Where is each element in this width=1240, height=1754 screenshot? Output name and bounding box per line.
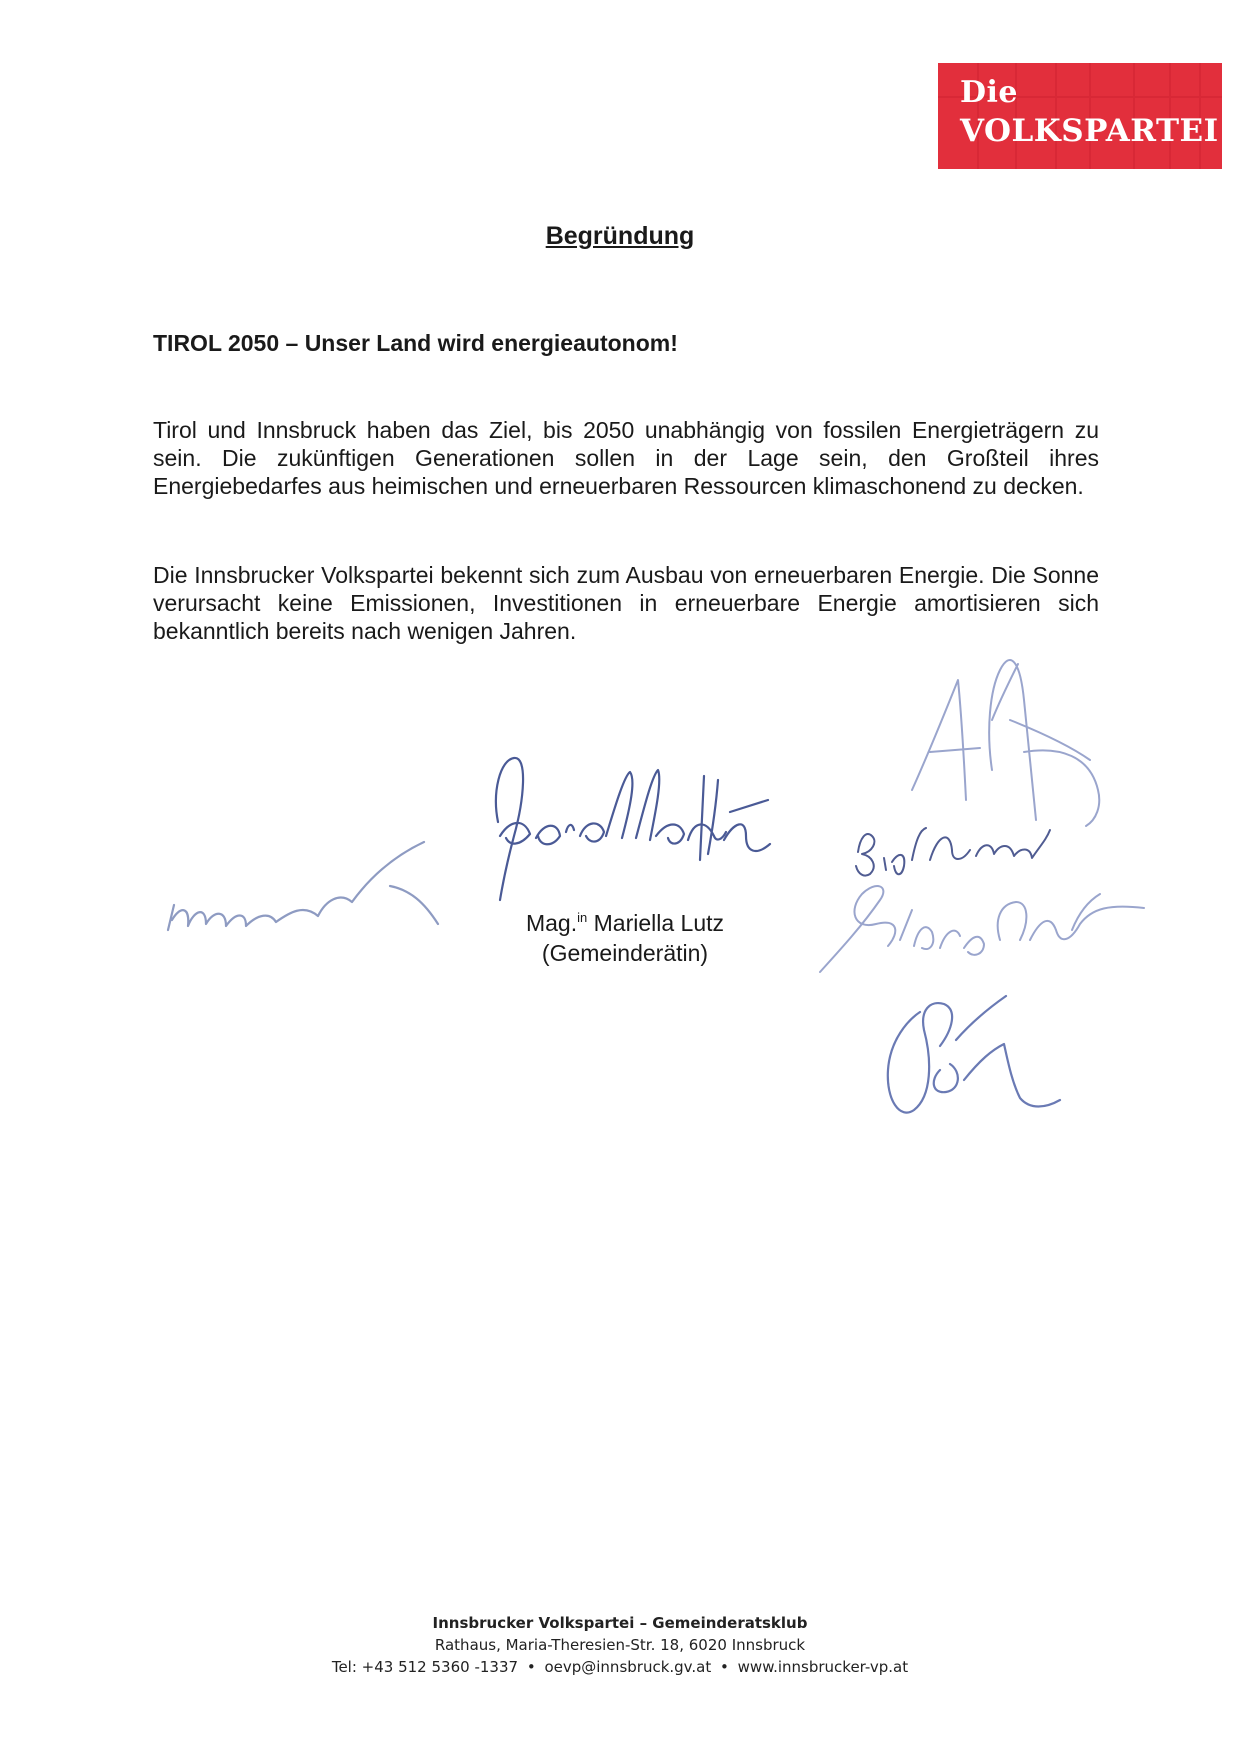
- signer-role: (Gemeinderätin): [541, 940, 709, 966]
- signature-mariella-lutz: [496, 758, 770, 900]
- signer-block: [480, 903, 770, 968]
- signature-left: [168, 842, 438, 930]
- signature-bottom: [888, 996, 1060, 1113]
- logo-text-volkspartei: VOLKSPARTEI: [960, 113, 1219, 149]
- footer-address: Rathaus, Maria-Theresien-Str. 18, 6020 Innsbruck: [434, 1636, 806, 1654]
- signature-right-lower: [820, 886, 1144, 972]
- footer: [0, 1612, 1240, 1678]
- footer-separator: •: [526, 1658, 536, 1676]
- footer-org: Innsbrucker Volkspartei – Gemeinderatsklub: [432, 1614, 808, 1632]
- motion-title: TIROL 2050 – Unser Land wird energieautonom!: [153, 330, 678, 356]
- paragraph-commitment: Die Innsbrucker Volkspartei bekennt sich zum Ausbau von erneuerbaren Energie. Die Sonne verursacht keine Emissionen, Investitionen in erneuerbare Energie amortisieren sich bekanntlich bereits nach wenigen Jahren.: [153, 562, 1099, 644]
- signature-right-top: [912, 660, 1099, 826]
- footer-separator: •: [720, 1658, 729, 1676]
- signer-title-suffix: in: [577, 910, 588, 925]
- footer-website: www.innsbrucker-vp.at: [737, 1658, 909, 1676]
- page-heading: Begründung: [545, 222, 695, 250]
- logo-text-die: Die: [960, 75, 1018, 110]
- signer-name: Mariella Lutz: [593, 910, 725, 936]
- signer-name-line: [480, 903, 770, 938]
- footer-phone: Tel: +43 512 5360 -1337: [331, 1658, 519, 1676]
- signature-right-middle: [856, 828, 1050, 876]
- footer-email: oevp@innsbruck.gv.at: [544, 1658, 712, 1676]
- paragraph-goal: Tirol und Innsbruck haben das Ziel, bis 2050 unabhängig von fossilen Energieträgern zu sein. Die zukünftigen Generationen sollen in der Lage sein, den Großteil ihres Energiebedarfes aus heimischen und erneuerbaren Ressourcen klimaschonend zu decken.: [153, 417, 1099, 499]
- signer-title: Mag.: [525, 910, 578, 936]
- footer-contact: [0, 1656, 1240, 1678]
